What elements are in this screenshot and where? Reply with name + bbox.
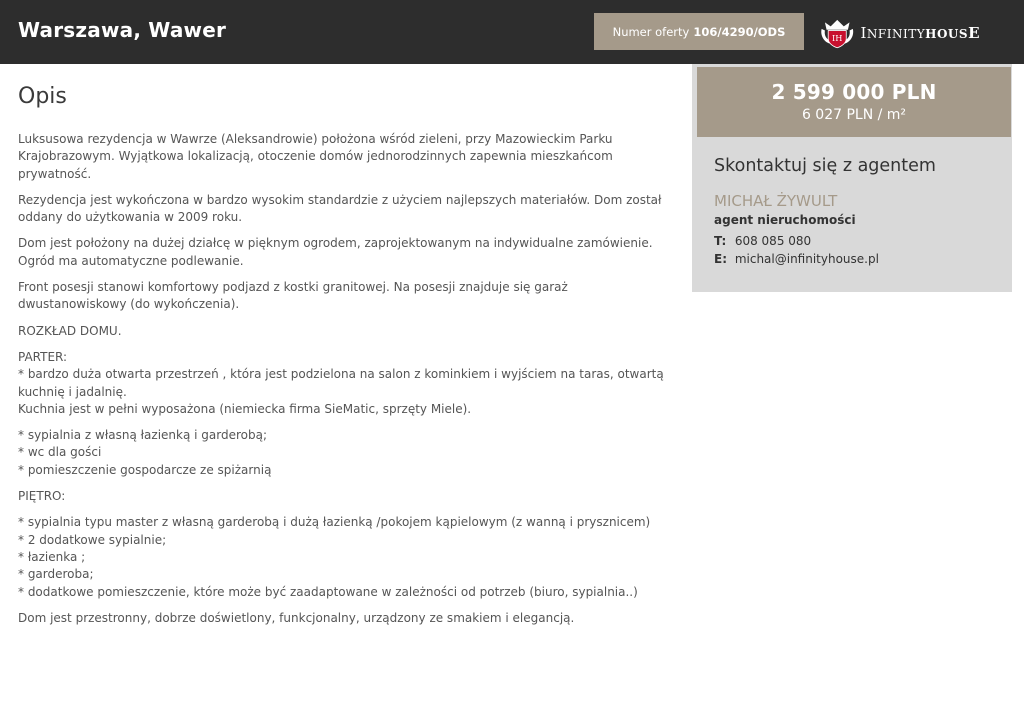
agent-name: MICHAŁ ŻYWULT <box>714 192 838 210</box>
phone-number[interactable]: 608 085 080 <box>734 234 812 248</box>
description-paragraph: PIĘTRO: <box>18 489 66 504</box>
description-paragraph: Rezydencja jest wykończona w bardzo wysokim standardzie z użyciem najlepszych materiałów. Dom został oddany do użytkowania w 2009 roku. <box>18 192 662 225</box>
description-section <box>18 84 678 636</box>
description-paragraph: Luksusowa rezydencja w Wawrze (Aleksandrowie) położona wśród zieleni, przy Mazowieckim Parku Krajobrazowym. Wyjątkowa lokalizacją, otoczenie domów jednorodzinnych zapewnia mieszkańcom prywatność. <box>18 132 613 181</box>
description-body <box>18 131 678 627</box>
description-paragraph: Dom jest położony na dużej działcę w pięknym ogrodem, zaprojektowanym na indywidualne zamówienie. Ogród ma automatyczne podlewanie. <box>18 236 653 268</box>
description-paragraph: Front posesji stanowi komfortowy podjazd z kostki granitowej. Na posesji znajduje się garaż dwustanowiskowy (do wykończenia). <box>18 280 568 312</box>
price-total: 2 599 000 PLN <box>771 80 937 104</box>
offer-number-label: Numer oferty <box>612 24 690 39</box>
email-label: E: <box>714 252 727 266</box>
description-title: Opis <box>18 84 67 109</box>
agent-role: agent nieruchomości <box>714 213 856 227</box>
phone-line <box>714 232 1004 250</box>
logo-wordmark: INFINITYHOUSE <box>860 24 980 42</box>
contact-heading: Skontaktuj się z agentem <box>714 156 936 176</box>
price-box <box>697 67 1011 137</box>
phone-label: T: <box>714 234 727 248</box>
description-paragraph: * sypialnia z własną łazienką i garderobą; * wc dla gości * pomieszczenie gospodarcze ze spiżarnią <box>18 428 272 477</box>
sidebar-panel <box>692 64 1012 292</box>
price-per-m2: 6 027 PLN / m² <box>801 107 907 123</box>
location-title: Warszawa, Wawer <box>18 18 227 42</box>
offer-number-value: 106/4290/ODS <box>693 24 786 39</box>
description-paragraph: * sypialnia typu master z własną garderobą i dużą łazienką /pokojem kąpielowym (z wanną i prysznicem) * 2 dodatkowe sypialnie; * łazienka ; * garderoba; * dodatkowe pomieszczenie, które może być zaadaptowane w zależności od potrzeb (biuro, sypialnia..) <box>18 515 651 599</box>
email-address[interactable]: michal@infinityhouse.pl <box>734 252 879 266</box>
logo-initials: IH <box>832 33 843 44</box>
description-paragraph: PARTER: * bardzo duża otwarta przestrzeń , która jest podzielona na salon z kominkiem i wyjściem na taras, otwartą kuchnię i jadalnię. Kuchnia jest w pełni wyposażona (niemiecka firma SieMatic, sprzęty Miele). <box>18 349 664 416</box>
company-logo <box>820 14 980 52</box>
crest-logo-icon <box>820 14 854 52</box>
email-line <box>714 250 1004 268</box>
offer-number-badge <box>594 13 804 50</box>
contact-section <box>714 156 1004 268</box>
description-paragraph: ROZKŁAD DOMU. <box>18 323 122 338</box>
page-header <box>0 0 1024 64</box>
description-paragraph: Dom jest przestronny, dobrze doświetlony, funkcjonalny, urządzony ze smakiem i elegancją. <box>18 610 575 625</box>
